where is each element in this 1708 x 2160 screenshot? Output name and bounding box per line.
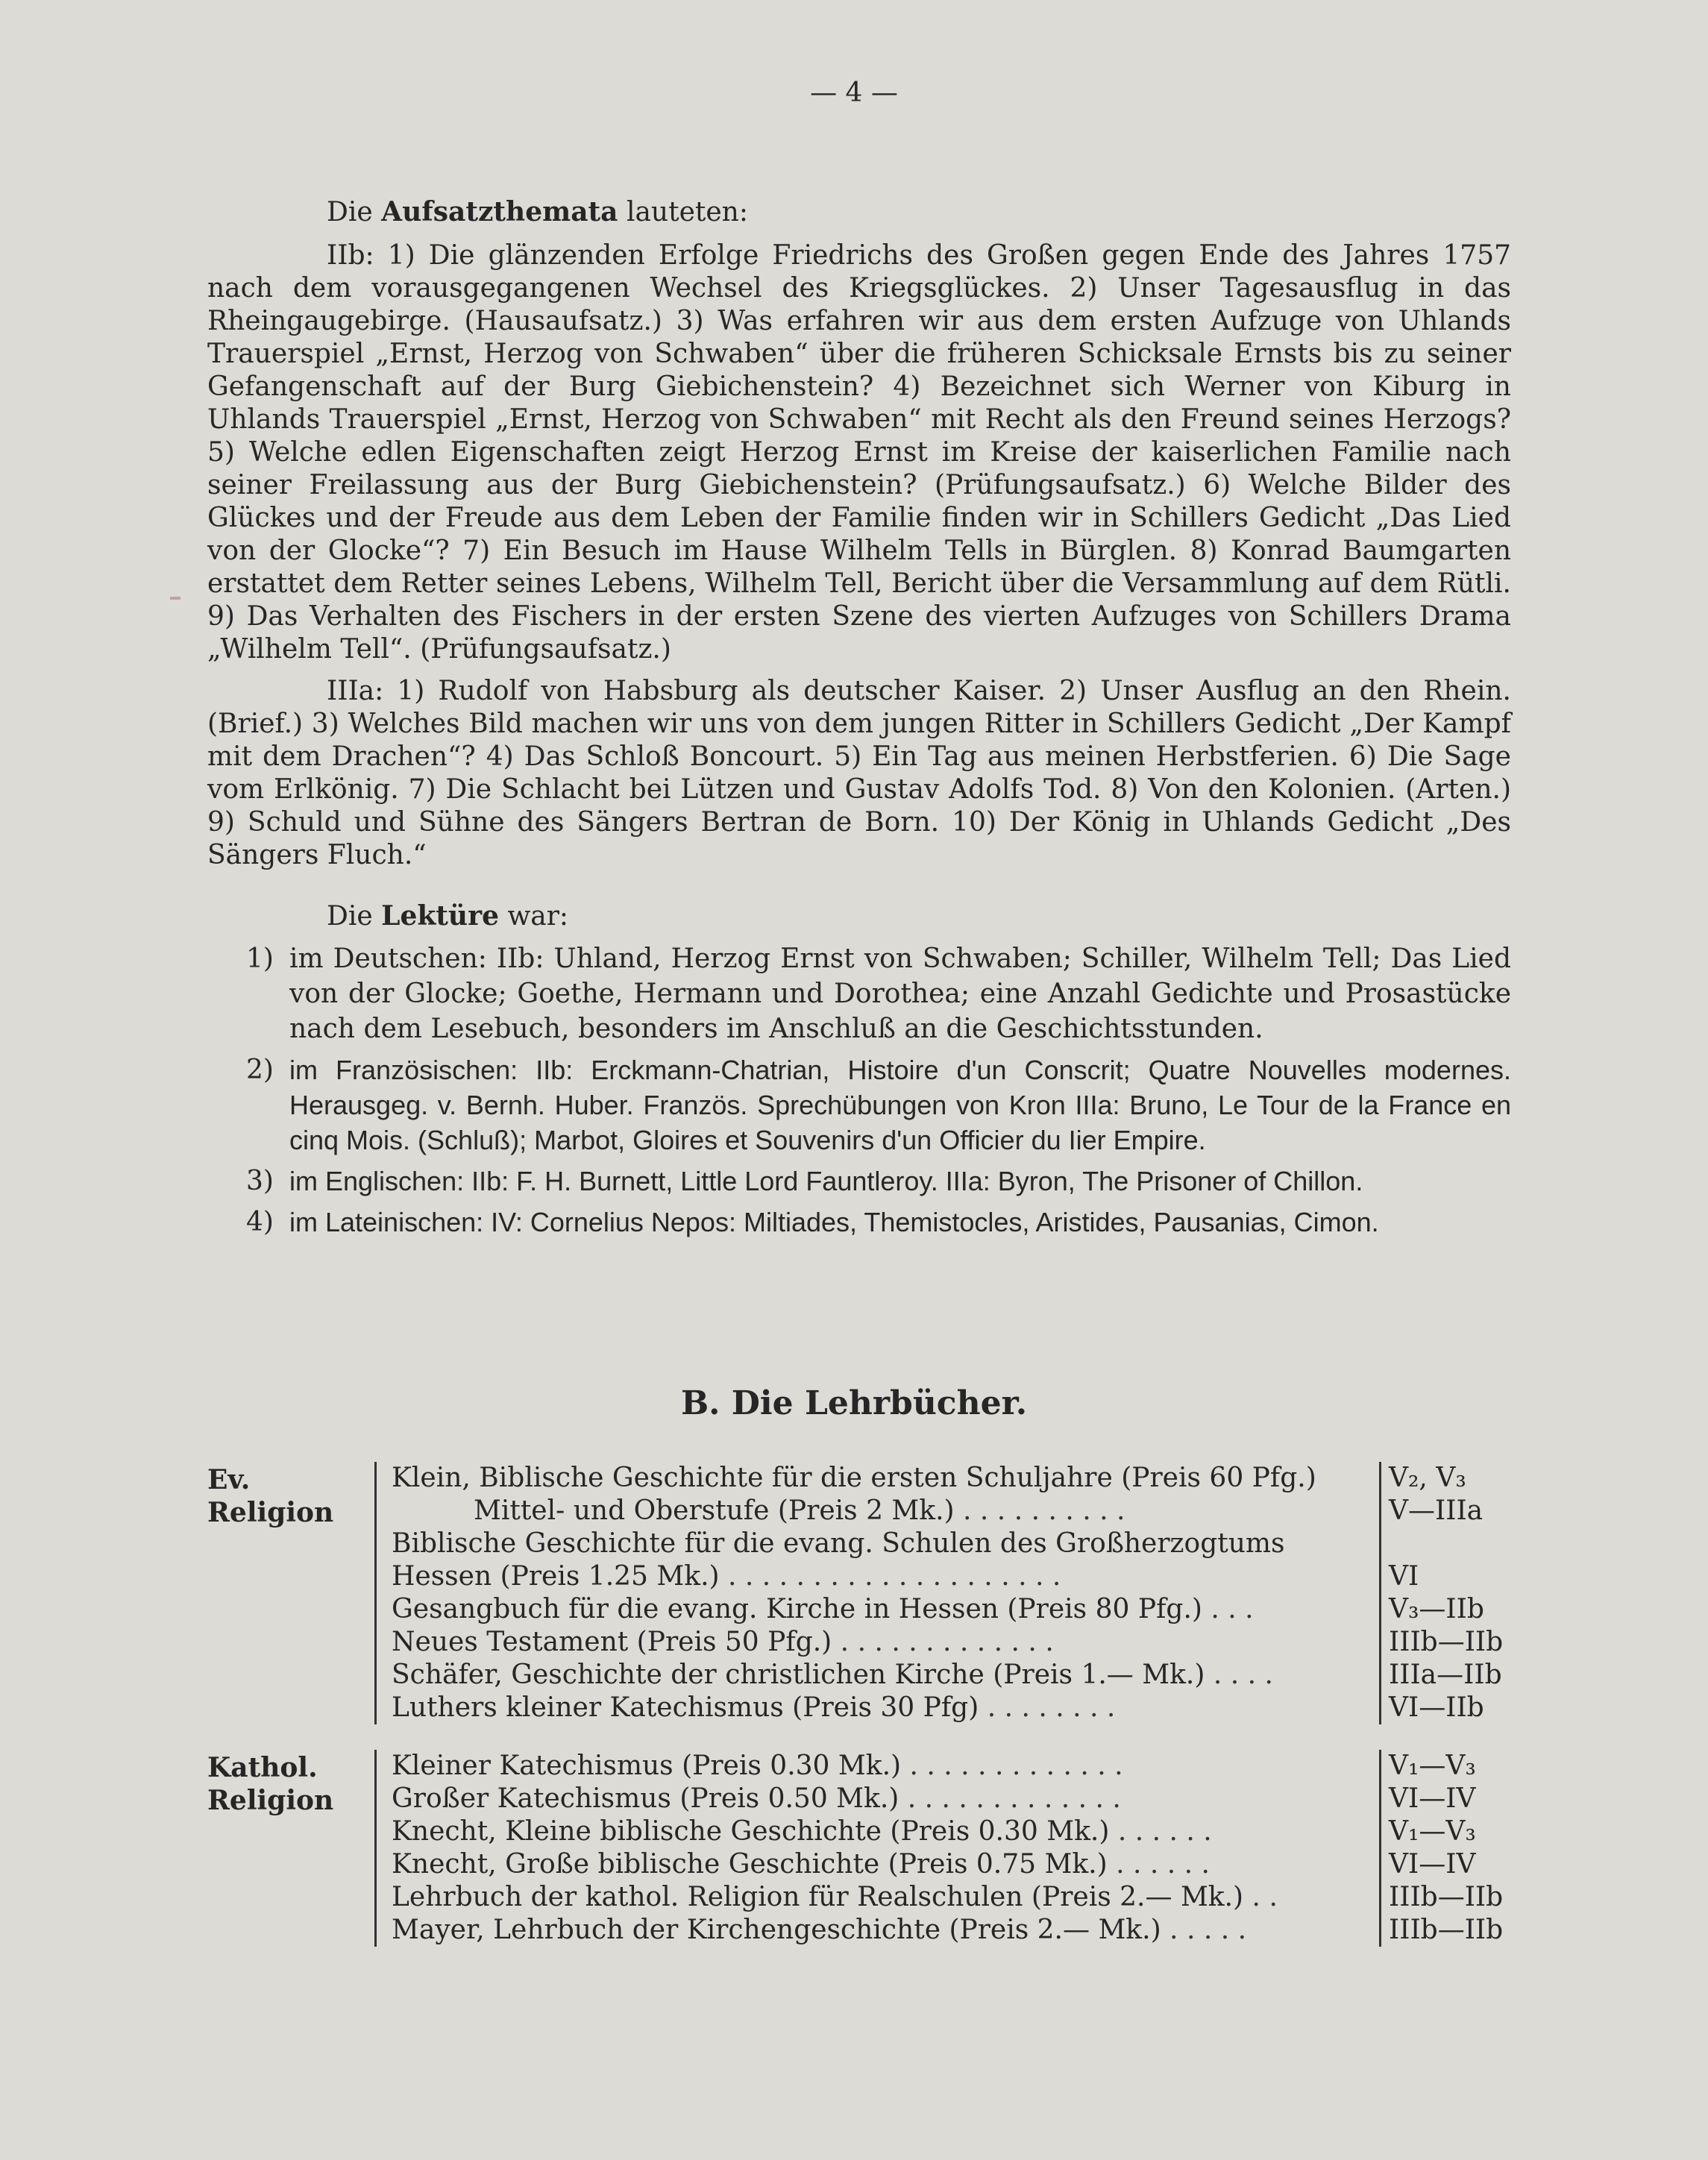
heading-suffix: war: <box>507 901 569 932</box>
reading-item <box>246 1205 1511 1240</box>
class-column <box>1389 1462 1516 1724</box>
category-label: Kathol. Religion <box>207 1752 334 1816</box>
class-cell: IIIb—IIb <box>1389 1882 1504 1912</box>
category-label: Ev. Religion <box>207 1464 334 1528</box>
textbook-rows <box>374 1462 1381 1724</box>
class-cell: V₃—IIb <box>1389 1594 1484 1624</box>
heading-suffix: lauteten: <box>626 197 748 227</box>
table-row: Klein, Biblische Geschichte für die ersten Schuljahre (Preis 60 Pfg.) <box>392 1463 1316 1493</box>
table-row: Lehrbuch der kathol. Religion für Realschulen (Preis 2.— Mk.) . . <box>392 1882 1278 1912</box>
reading-list <box>246 941 1511 1246</box>
class-cell: VI—IV <box>1389 1783 1476 1814</box>
item-text: im Lateinischen: IV: Cornelius Nepos: Miltiades, Themistocles, Aristides, Pausanias, Cimon. <box>289 1207 1379 1237</box>
class-cell: V₁—V₃ <box>1389 1816 1476 1847</box>
heading-prefix: Die <box>327 901 373 932</box>
heading-prefix: Die <box>327 197 373 227</box>
table-row: Biblische Geschichte für die evang. Schulen des Großherzogtums Hessen (Preis 1.25 Mk.) . . . . . . . . . . . . . . . . . . . . <box>392 1528 1285 1592</box>
item-number: 4) <box>246 1207 274 1237</box>
class-column <box>1389 1750 1516 1947</box>
class-cell: VI—IV <box>1389 1849 1476 1880</box>
table-row: Mayer, Lehrbuch der Kirchengeschichte (Preis 2.— Mk.) . . . . . <box>392 1915 1247 1945</box>
reading-item <box>246 1052 1511 1158</box>
textbook-group-kath <box>207 1750 1516 1947</box>
class-cell: IIIb—IIb <box>1389 1915 1504 1945</box>
class-cell: IIIb—IIb <box>1389 1627 1504 1657</box>
heading-bold: Lektüre <box>381 900 499 932</box>
item-text: im Deutschen: IIb: Uhland, Herzog Ernst von Schwaben; Schiller, Wilhelm Tell; Das Lied von der Glocke; Goethe, Hermann und Dorothea; eine Anzahl Gedichte und Prosastücke nach dem Lesebuch, besonders im Anschluß an die Geschichtsstunden. <box>289 944 1511 1044</box>
table-row: Knecht, Kleine biblische Geschichte (Preis 0.30 Mk.) . . . . . . <box>392 1816 1212 1847</box>
table-row: Knecht, Große biblische Geschichte (Preis 0.75 Mk.) . . . . . . <box>392 1849 1210 1880</box>
essay-topics-iib: IIb: 1) Die glänzenden Erfolge Friedrichs des Großen gegen Ende des Jahres 1757 nach dem vorausgegangenen Wechsel des Kriegsglückes. 2) Unser Tagesausflug in das Rheingaugebirge. (Hausaufsatz.) 3) Was erfahren wir aus dem ersten Aufzuge von Uhlands Trauerspiel „Ernst, Herzog von Schwaben“ über die früheren Schicksale Ernsts bis zu seiner Gefangenschaft auf der Burg Giebichenstein? 4) Bezeichnet sich Werner von Kiburg in Uhlands Trauerspiel „Ernst, Herzog von Schwaben“ mit Recht als den Freund seines Herzogs? 5) Welche edlen Eigenschaften zeigt Herzog Ernst im Kreise der kaiserlichen Familie nach seiner Freilassung aus der Burg Giebichenstein? (Prüfungsaufsatz.) 6) Welche Bilder des Glückes und der Freude aus dem Leben der Familie finden wir in Schillers Gedicht „Das Lied von der Glocke“? 7) Ein Besuch im Hause Wilhelm Tells in Bürglen. 8) Konrad Baumgarten erstattet dem Retter seines Lebens, Wilhelm Tell, Bericht über die Versammlung auf dem Rütli. 9) Das Verhalten des Fischers in der ersten Szene des vierten Aufzuges von Schillers Drama „Wilhelm Tell“. (Prüfungsaufsatz.) <box>207 240 1511 665</box>
class-cell: VI <box>1389 1561 1419 1592</box>
class-cell: V—IIIa <box>1389 1495 1483 1526</box>
item-number: 3) <box>246 1166 274 1196</box>
item-number: 2) <box>246 1055 274 1085</box>
item-text: im Französischen: IIb: Erckmann-Chatrian, Histoire d'un Conscrit; Quatre Nouvelles modernes. Herausgeg. v. Bernh. Huber. Französ. Sprechübungen von Kron IIIa: Bruno, Le Tour de la France en cinq Mois. (Schluß); Marbot, Gloires et Souvenirs d'un Officier du Iier Empire. <box>289 1055 1511 1155</box>
reading-heading <box>207 900 1511 933</box>
class-cell: VI—IIb <box>1389 1692 1484 1723</box>
table-row: Luthers kleiner Katechismus (Preis 30 Pfg) . . . . . . . . <box>392 1692 1116 1723</box>
textbooks-table <box>207 1462 1516 1947</box>
reading-item <box>246 1164 1511 1199</box>
page-number: — 4 — <box>810 78 898 108</box>
table-row: Neues Testament (Preis 50 Pfg.) . . . . . . . . . . . . . <box>392 1627 1054 1657</box>
class-cell: V₁—V₃ <box>1389 1751 1476 1781</box>
reading-item <box>246 941 1511 1046</box>
heading-bold: Aufsatzthemata <box>381 196 618 227</box>
item-text: im Englischen: IIb: F. H. Burnett, Little Lord Fauntleroy. IIIa: Byron, The Prisoner of Chillon. <box>289 1166 1363 1196</box>
essay-topics-heading <box>207 195 1511 229</box>
table-row: Großer Katechismus (Preis 0.50 Mk.) . . . . . . . . . . . . . <box>392 1783 1121 1814</box>
reading-heading-block <box>207 900 1511 933</box>
class-cell: V₂, V₃ <box>1389 1463 1466 1493</box>
essay-topics-section <box>207 195 1511 872</box>
section-title: B. Die Lehrbücher. <box>680 1384 1028 1422</box>
table-row: Mittel- und Oberstufe (Preis 2 Mk.) . . . . . . . . . . <box>474 1495 1125 1526</box>
item-number: 1) <box>246 944 274 974</box>
textbook-rows <box>374 1750 1381 1947</box>
class-cell: IIIa—IIb <box>1389 1660 1502 1690</box>
table-row: Kleiner Katechismus (Preis 0.30 Mk.) . . . . . . . . . . . . . <box>392 1751 1123 1781</box>
essay-topics-iiia: IIIa: 1) Rudolf von Habsburg als deutscher Kaiser. 2) Unser Ausflug an den Rhein. (Brief.) 3) Welches Bild machen wir uns von dem jungen Ritter in Schillers Gedicht „Der Kampf mit dem Drachen“? 4) Das Schloß Boncourt. 5) Ein Tag aus meinen Herbstferien. 6) Die Sage vom Erlkönig. 7) Die Schlacht bei Lützen und Gustav Adolfs Tod. 8) Von den Kolonien. (Arten.) 9) Schuld und Sühne des Sängers Bertran de Born. 10) Der König in Uhlands Gedicht „Des Sängers Fluch.“ <box>207 676 1511 870</box>
table-row: Schäfer, Geschichte der christlichen Kirche (Preis 1.— Mk.) . . . . <box>392 1660 1273 1690</box>
textbook-group-ev <box>207 1462 1516 1724</box>
table-row: Gesangbuch für die evang. Kirche in Hessen (Preis 80 Pfg.) . . . <box>392 1594 1254 1624</box>
margin-mark <box>170 597 180 600</box>
